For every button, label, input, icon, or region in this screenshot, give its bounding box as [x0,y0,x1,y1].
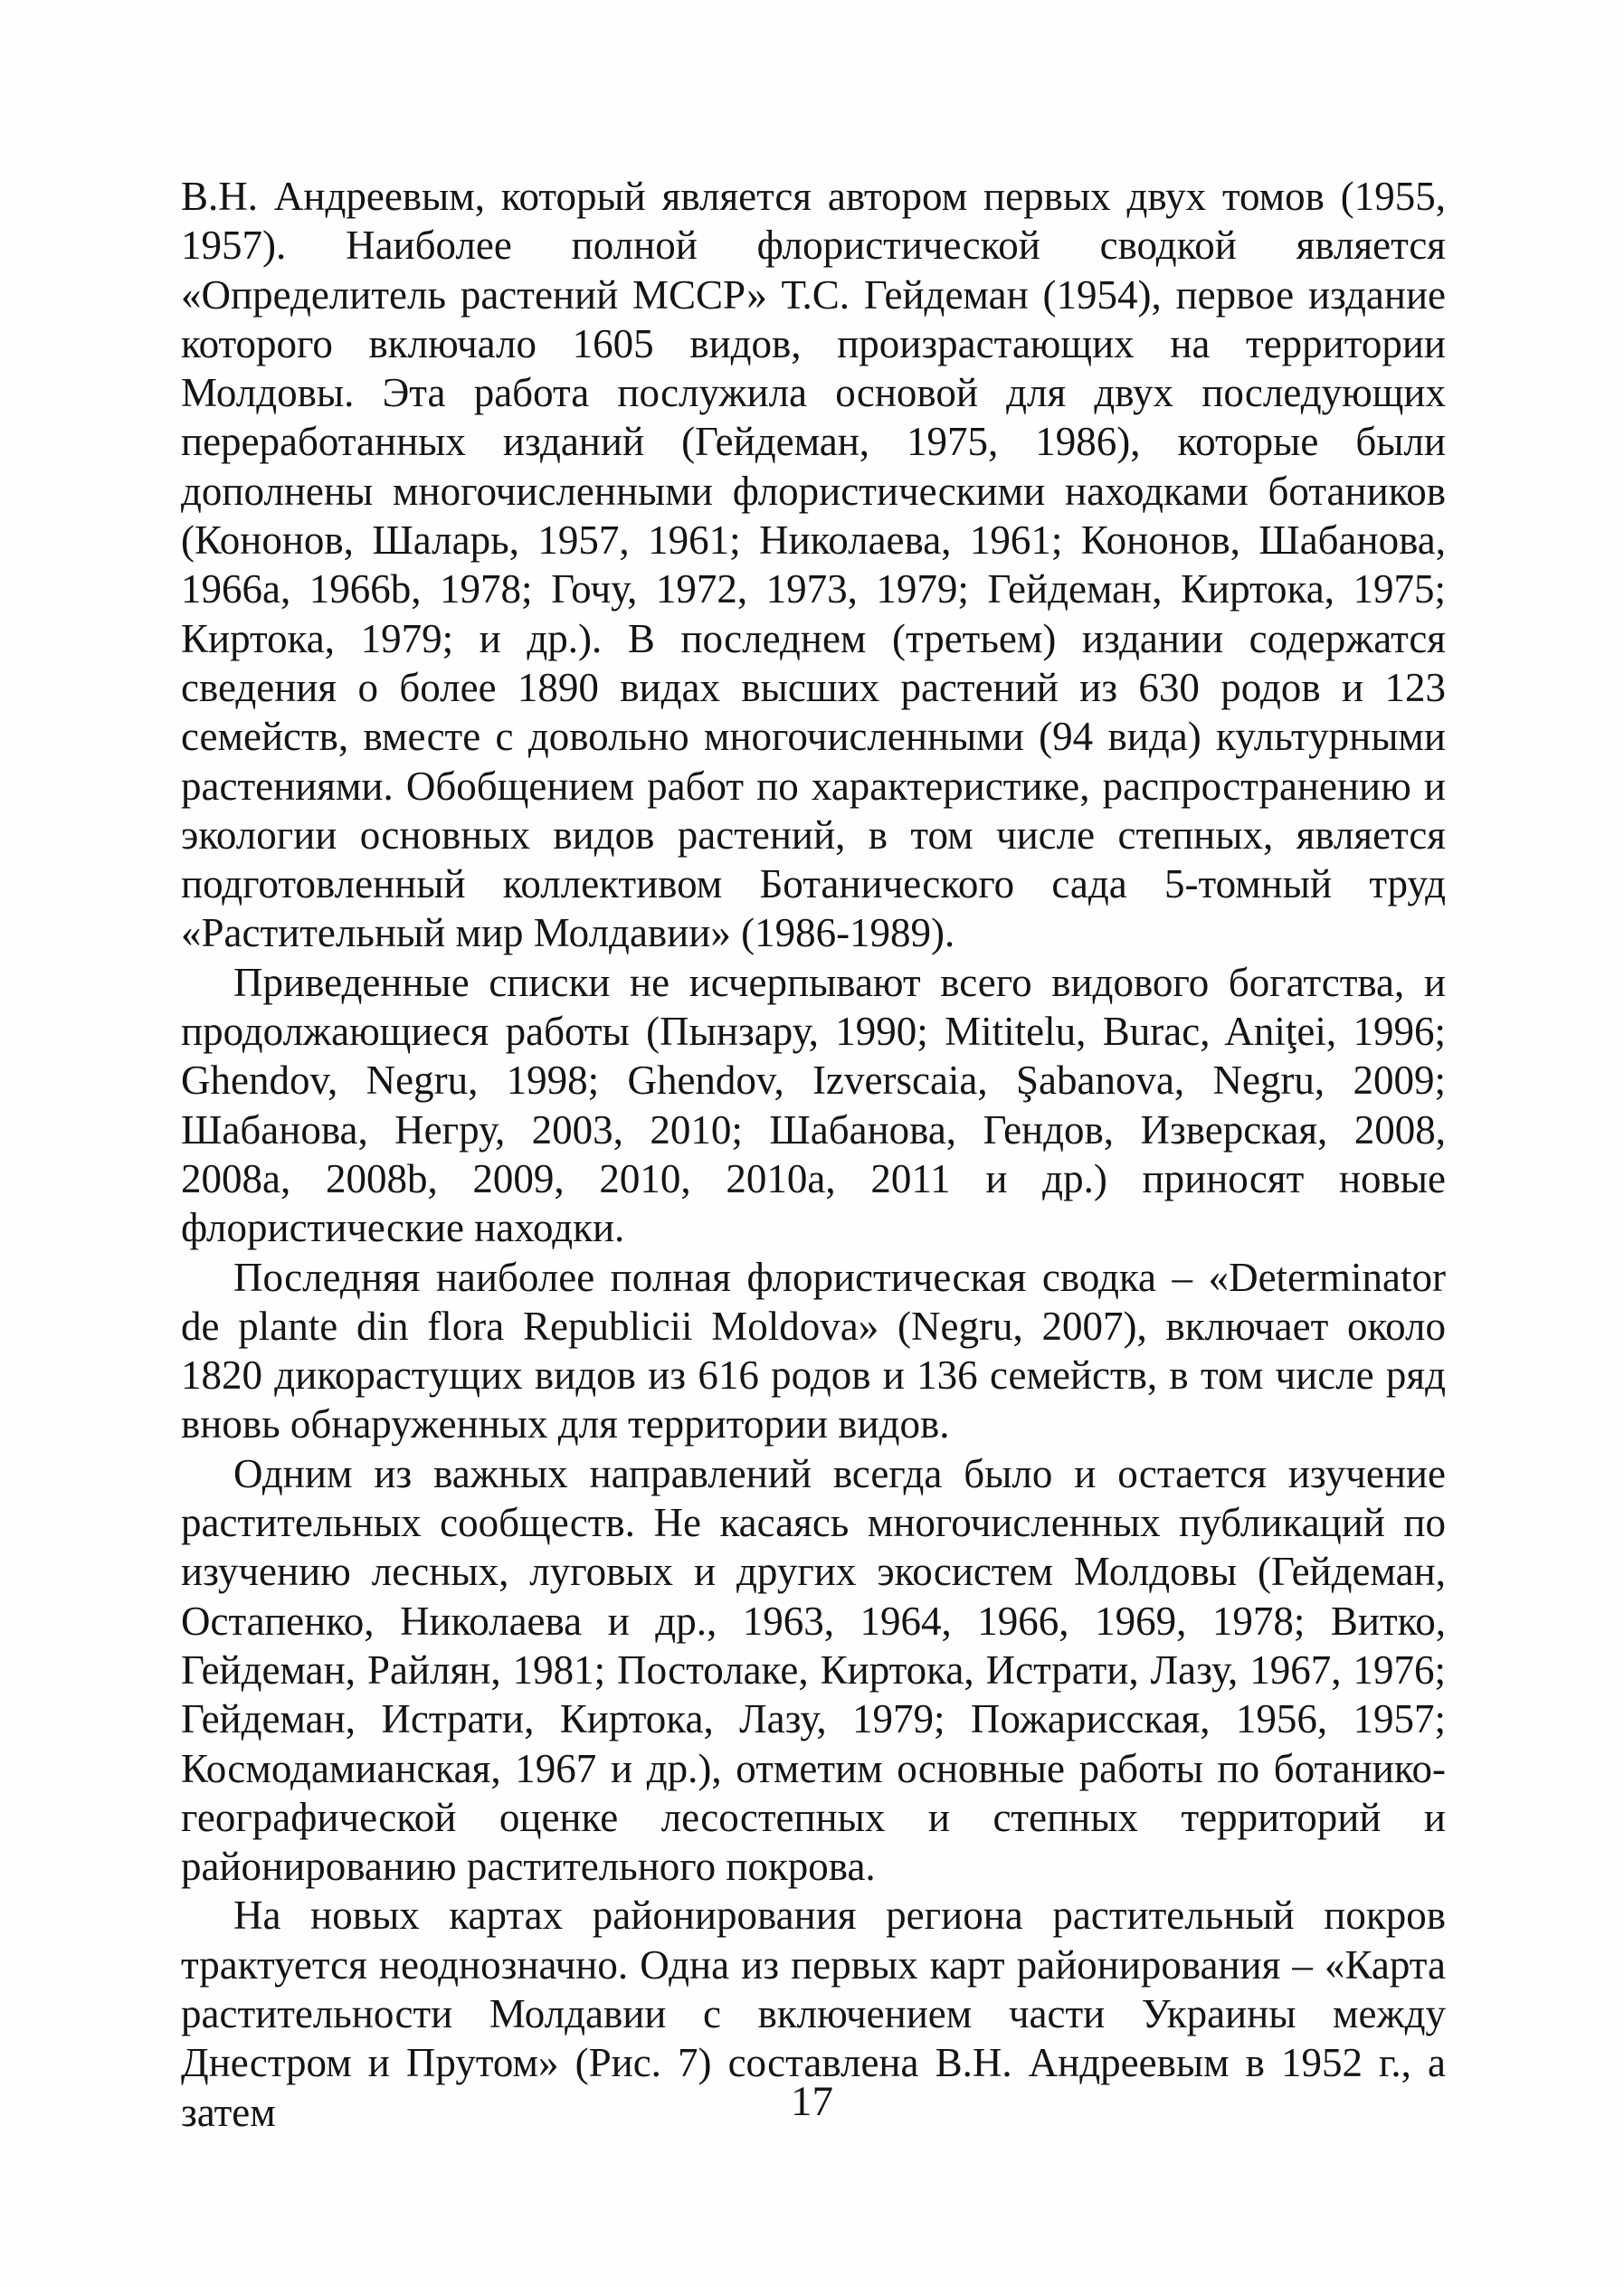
page-number: 17 [791,2078,833,2125]
paragraph-continued: В.Н. Андреевым, который является автором первых двух томов (1955, 1957). Наиболее полной флористической сводкой является «Определитель растений МССР» Т.С. Гейдеман (1954), первое издание которого включало 1605 видов, произрастающих на территории Молдовы. Эта работа послужила основой для двух последующих переработанных изданий (Гейдеман, 1975, 1986), которые были дополнены многочисленными флористическими находками ботаников (Кононов, Шаларь, 1957, 1961; Николаева, 1961; Кононов, Шабанова, 1966a, 1966b, 1978; Гочу, 1972, 1973, 1979; Гейдеман, Киртока, 1975; Киртока, 1979; и др.). В последнем (третьем) издании содержатся сведения о более 1890 видах высших растений из 630 родов и 123 семейств, вместе с довольно многочисленными (94 вида) культурными растениями. Обобщением работ по характеристике, распространению и экологии основных видов растений, в том числе степных, является подготовленный коллективом Ботанического сада 5-томный труд «Растительный мир Молдавии» (1986-1989). [181,174,1446,956]
body-text [181,172,1446,2137]
paragraph: Приведенные списки не исчерпывают всего видового богатства, и продолжающиеся работы (Пынзару, 1990; Mititelu, Burac, Aniţei, 1996; Ghendov, Negru, 1998; Ghendov, Izverscaia, Şabanova, Negru, 2009; Шабанова, Негру, 2003, 2010; Шабанова, Гендов, Изверская, 2008, 2008a, 2008b, 2009, 2010, 2010a, 2011 и др.) приносят новые флористические находки. [181,959,1446,1251]
paragraph: На новых картах районирования региона растительный покров трактуется неоднозначно. Одна из первых карт районирования – «Карта растительности Молдавии с включением части Украины между Днестром и Прутом» (Рис. 7) составлена В.Н. Андреевым в 1952 г., а затем [181,1893,1446,2135]
paragraph: Последняя наиболее полная флористическая сводка – «Determinator de plante din flora Republicii Moldova» (Negru, 2007), включает около 1820 дикорастущих видов из 616 родов и 136 семейств, в том числе ряд вновь обнаруженных для территории видов. [181,1254,1446,1447]
paragraph: Одним из важных направлений всегда было и остается изучение растительных сообществ. Не касаясь многочисленных публикаций по изучению лесных, луговых и других экосистем Молдовы (Гейдеман, Остапенко, Николаева и др., 1963, 1964, 1966, 1969, 1978; Витко, Гейдеман, Райлян, 1981; Постолаке, Киртока, Истрати, Лазу, 1967, 1976; Гейдеман, Истрати, Киртока, Лазу, 1979; Пожарисская, 1956, 1957; Космодамианская, 1967 и др.), отметим основные работы по ботанико-географической оценке лесостепных и степных территорий и районированию растительного покрова. [181,1450,1446,1890]
